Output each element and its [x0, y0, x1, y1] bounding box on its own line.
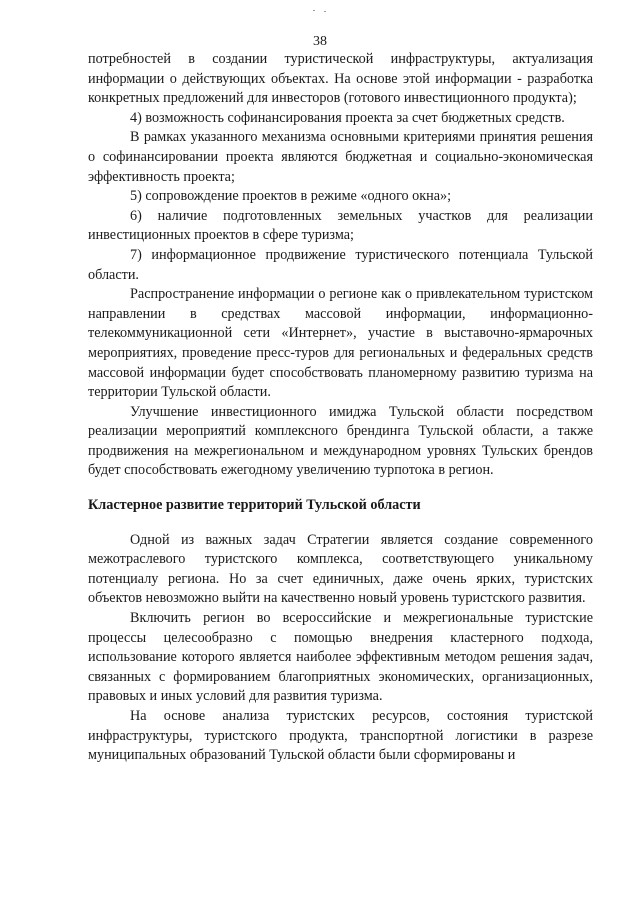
paragraph: 6) наличие подготовленных земельных участков для реализации инвестиционных проектов в сфере туризма;: [88, 207, 593, 244]
paragraph: потребностей в создании туристической инфраструктуры, актуализация информации о действующих объектах. На основе этой информации - разработка конкретных предложений для инвесторов (готового инвестиционного продукта);: [88, 51, 593, 107]
paragraph: 4) возможность софинансирования проекта за счет бюджетных средств.: [130, 109, 565, 126]
paragraph: На основе анализа туристских ресурсов, состояния туристской инфраструктуры, туристского продукта, транспортной логистики в разрезе муниципальных образований Тульской области были сформированы и: [88, 708, 593, 764]
paragraph: В рамках указанного механизма основными критериями принятия решения о софинансировании проекта являются бюджетная и социально-экономическая эффективность проекта;: [88, 129, 593, 185]
scan-speck: [324, 11, 326, 12]
paragraph: Распространение информации о регионе как о привлекательном туристском направлении в средствах массовой информации, информационно-телекоммуникационной сети «Интернет», участие в выставочно-ярмарочных мероприятиях, проведение пресс-туров для региональных и федеральных средств массовой информации будет способствовать планомерному развитию туризма на территории Тульской области.: [88, 286, 593, 401]
document-body: [88, 50, 593, 766]
paragraph: 5) сопровождение проектов в режиме «одного окна»;: [130, 188, 452, 205]
paragraph: 7) информационное продвижение туристического потенциала Тульской области.: [88, 246, 593, 283]
paragraph: Включить регион во всероссийские и межрегиональные туристские процессы целесообразно с помощью внедрения кластерного подхода, использование которого является наиболее эффективным методом решения задач, связанных с формированием благоприятных экономических, организационных, правовых и иных условий для развития туризма.: [88, 610, 593, 705]
paragraph: Одной из важных задач Стратегии является создание современного межотраслевого туристского комплекса, соответствующего уникальному потенциалу региона. Но за счет единичных, даже очень ярких, туристских объектов невозможно выйти на качественно новый уровень туристского развития.: [88, 531, 593, 607]
page-number: 38: [313, 34, 327, 49]
paragraph: Улучшение инвестиционного имиджа Тульской области посредством реализации мероприятий комплексного брендинга Тульской области, а также продвижения на межрегиональном и международном уровнях Тульских брендов будет способствовать ежегодному увеличению турпотока в регион.: [88, 403, 593, 479]
section-title: Кластерное развитие территорий Тульской области: [88, 497, 421, 514]
scan-speck: [313, 10, 315, 11]
